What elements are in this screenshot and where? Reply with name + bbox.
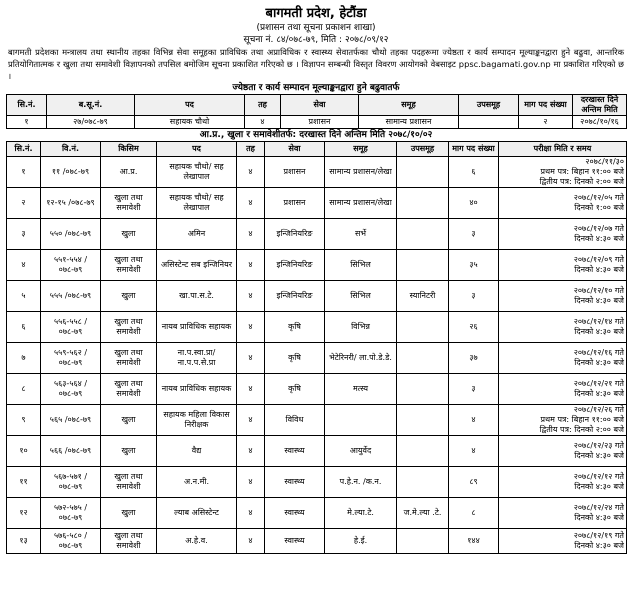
cell-service: स्वास्थ्य bbox=[265, 498, 325, 529]
cell-subgroup bbox=[397, 405, 449, 436]
table-cell: सामान्य प्रशासन bbox=[359, 116, 459, 129]
exam-line: प्रथम पत्र: बिहान ११:०० बजे bbox=[540, 167, 624, 176]
cell-type: खुला तथा समावेशी bbox=[101, 250, 157, 281]
cell-post: ल्याब असिस्टेन्ट bbox=[157, 498, 237, 529]
cell-count: ४ bbox=[449, 405, 499, 436]
cell-type: खुला तथा समावेशी bbox=[101, 343, 157, 374]
cell-post: नायब प्राविधिक सहायक bbox=[157, 374, 237, 405]
table-row bbox=[7, 312, 627, 343]
column-header: किसिम bbox=[101, 142, 157, 157]
cell-group: मे.ल्या.टे. bbox=[325, 498, 397, 529]
cell-count: ३५ bbox=[449, 250, 499, 281]
column-header: उपसमूह bbox=[459, 95, 519, 116]
cell-group: हे.ई. bbox=[325, 529, 397, 554]
cell-group: भेटेरिनरी/ ला.पो.डे.डे. bbox=[325, 343, 397, 374]
cell-subgroup bbox=[397, 312, 449, 343]
cell-count: ६ bbox=[449, 157, 499, 188]
table-row bbox=[7, 405, 627, 436]
cell-level: ४ bbox=[237, 529, 265, 554]
cell-subgroup: ज.मे.ल्या .टे. bbox=[397, 498, 449, 529]
cell-vn: ५७६-५८० /०७८-७९ bbox=[41, 529, 101, 554]
table-row bbox=[7, 498, 627, 529]
cell-vn: ५५१-५५४ /०७८-७९ bbox=[41, 250, 101, 281]
cell-vn: ५६६ /०७८-७९ bbox=[41, 436, 101, 467]
column-header: समूह bbox=[325, 142, 397, 157]
cell-service: स्वास्थ्य bbox=[265, 529, 325, 554]
cell-exam bbox=[499, 405, 627, 436]
cell-post: असिस्टेन्ट सब इन्जिनियर bbox=[157, 250, 237, 281]
cell-service: कृषि bbox=[265, 343, 325, 374]
cell-post: सहायक महिला विकास निरीक्षक bbox=[157, 405, 237, 436]
cell-post: ना.प.स्वा.प्रा/ ना.प.प.से.प्रा bbox=[157, 343, 237, 374]
exam-line: २०७८/१२/१४ गते bbox=[573, 317, 624, 326]
exam-line: दिनको ४:३० बजे bbox=[574, 389, 624, 398]
cell-subgroup bbox=[397, 467, 449, 498]
table-cell: ४ bbox=[245, 116, 281, 129]
cell-group: सिभिल bbox=[325, 281, 397, 312]
cell-subgroup bbox=[397, 436, 449, 467]
cell-service: स्वास्थ्य bbox=[265, 436, 325, 467]
column-header: पद bbox=[135, 95, 245, 116]
cell-post: वैद्य bbox=[157, 436, 237, 467]
cell-service: इन्जिनियरिङ bbox=[265, 250, 325, 281]
column-header: समूह bbox=[359, 95, 459, 116]
column-header: उपसमूह bbox=[397, 142, 449, 157]
cell-count: ३ bbox=[449, 374, 499, 405]
exam-line: २०७८/१२/०५ गते bbox=[573, 193, 624, 202]
cell-post: अमिन bbox=[157, 219, 237, 250]
table-cell: २७/०७८-७९ bbox=[47, 116, 135, 129]
cell-type: खुला bbox=[101, 405, 157, 436]
table-cell: प्रशासन bbox=[281, 116, 359, 129]
column-header: पद bbox=[157, 142, 237, 157]
column-header: सेवा bbox=[265, 142, 325, 157]
exam-line: दिनको ४:३० बजे bbox=[574, 482, 624, 491]
cell-vn: ५७२-५७५ /०७८-७९ bbox=[41, 498, 101, 529]
cell-sn: ७ bbox=[7, 343, 41, 374]
cell-group: विभिन्न bbox=[325, 312, 397, 343]
column-header: तह bbox=[237, 142, 265, 157]
cell-exam bbox=[499, 219, 627, 250]
cell-exam bbox=[499, 498, 627, 529]
cell-count: ३ bbox=[449, 219, 499, 250]
cell-level: ४ bbox=[237, 498, 265, 529]
cell-group: प.हे.न. /क.न. bbox=[325, 467, 397, 498]
cell-subgroup: स्यानिटरी bbox=[397, 281, 449, 312]
cell-exam bbox=[499, 374, 627, 405]
table-row bbox=[7, 188, 627, 219]
cell-vn: ५६५ /०७८-७९ bbox=[41, 405, 101, 436]
cell-type: खुला तथा समावेशी bbox=[101, 374, 157, 405]
cell-sn: ५ bbox=[7, 281, 41, 312]
cell-level: ४ bbox=[237, 343, 265, 374]
cell-level: ४ bbox=[237, 467, 265, 498]
cell-vn: १२-१५ /०७८-७९ bbox=[41, 188, 101, 219]
exam-line: दिनको ४:३० बजे bbox=[574, 234, 624, 243]
cell-group bbox=[325, 405, 397, 436]
cell-exam bbox=[499, 250, 627, 281]
cell-post: नायब प्राविधिक सहायक bbox=[157, 312, 237, 343]
exam-line: दिनको ४:३० बजे bbox=[574, 358, 624, 367]
cell-exam bbox=[499, 312, 627, 343]
exam-line: २०७८/१२/२६ गते bbox=[573, 405, 624, 414]
cell-subgroup bbox=[397, 250, 449, 281]
cell-type: खुला तथा समावेशी bbox=[101, 529, 157, 554]
cell-group: सामान्य प्रशासन/लेखा bbox=[325, 188, 397, 219]
cell-vn: ५५६-५५८ /०७८-७९ bbox=[41, 312, 101, 343]
cell-group: सिभिल bbox=[325, 250, 397, 281]
exam-line: दिनको ४:३० बजे bbox=[574, 296, 624, 305]
cell-type: खुला bbox=[101, 436, 157, 467]
cell-service: इन्जिनियरिङ bbox=[265, 281, 325, 312]
open-competition-table bbox=[6, 141, 627, 554]
table-row bbox=[7, 157, 627, 188]
exam-line: प्रथम पत्र: बिहान ११:०० बजे bbox=[540, 415, 624, 424]
table-row bbox=[7, 343, 627, 374]
cell-exam bbox=[499, 157, 627, 188]
cell-type: खुला तथा समावेशी bbox=[101, 312, 157, 343]
section2-heading: आ.प्र., खुला र समावेशीतर्फ: दरखास्त दिने अन्तिम मिति २०७८/१०/०२ bbox=[199, 130, 433, 140]
cell-sn: ३ bbox=[7, 219, 41, 250]
cell-subgroup bbox=[397, 374, 449, 405]
cell-sn: १३ bbox=[7, 529, 41, 554]
cell-type: खुला bbox=[101, 498, 157, 529]
cell-type: खुला bbox=[101, 281, 157, 312]
cell-count: ४ bbox=[449, 436, 499, 467]
cell-post: अ.हे.व. bbox=[157, 529, 237, 554]
cell-exam bbox=[499, 436, 627, 467]
exam-line: दिनको ४:३० बजे bbox=[574, 265, 624, 274]
table-row bbox=[7, 219, 627, 250]
cell-level: ४ bbox=[237, 188, 265, 219]
column-header: ब.सू.नं. bbox=[47, 95, 135, 116]
cell-subgroup bbox=[397, 529, 449, 554]
column-header: तह bbox=[245, 95, 281, 116]
cell-count: १४४ bbox=[449, 529, 499, 554]
table-cell: १ bbox=[7, 116, 47, 129]
table-row bbox=[7, 250, 627, 281]
column-header: माग पद संख्या bbox=[519, 95, 573, 116]
cell-vn: ५५५ /०७८-७९ bbox=[41, 281, 101, 312]
cell-service: कृषि bbox=[265, 374, 325, 405]
cell-sn: १० bbox=[7, 436, 41, 467]
cell-count: ८९ bbox=[449, 467, 499, 498]
cell-post: खा.पा.स.टे. bbox=[157, 281, 237, 312]
exam-line: २०७८/१२/२४ गते bbox=[573, 503, 624, 512]
cell-service: विविध bbox=[265, 405, 325, 436]
exam-line: दिनको ४:३० बजे bbox=[574, 513, 624, 522]
cell-count: ८ bbox=[449, 498, 499, 529]
column-header: सि.नं. bbox=[7, 95, 47, 116]
cell-type: खुला bbox=[101, 219, 157, 250]
cell-exam bbox=[499, 281, 627, 312]
cell-vn: ११ /०७८-७९ bbox=[41, 157, 101, 188]
exam-line: २०७८/१२/१९ गते bbox=[573, 531, 624, 540]
section1-heading: ज्येष्ठता र कार्य सम्पादन मूल्याङ्कनद्वारा हुने बढुवातर्फ bbox=[232, 83, 400, 93]
cell-vn: ५५९-५६२ /०७८-७९ bbox=[41, 343, 101, 374]
table-row bbox=[7, 467, 627, 498]
cell-exam bbox=[499, 188, 627, 219]
cell-count: २६ bbox=[449, 312, 499, 343]
cell-type: आ.प्र. bbox=[101, 157, 157, 188]
column-header: सि.नं. bbox=[7, 142, 41, 157]
cell-type: खुला तथा समावेशी bbox=[101, 467, 157, 498]
cell-subgroup bbox=[397, 157, 449, 188]
cell-service: प्रशासन bbox=[265, 188, 325, 219]
table-cell: सहायक चौथो bbox=[135, 116, 245, 129]
cell-count: ४० bbox=[449, 188, 499, 219]
table-cell bbox=[459, 116, 519, 129]
column-header: वि.नं. bbox=[41, 142, 101, 157]
cell-vn: ५६३-५६४ /०७८-७९ bbox=[41, 374, 101, 405]
cell-subgroup bbox=[397, 343, 449, 374]
column-header: दरखास्त दिने अन्तिम मिति bbox=[573, 95, 627, 116]
cell-subgroup bbox=[397, 219, 449, 250]
cell-level: ४ bbox=[237, 281, 265, 312]
cell-sn: ४ bbox=[7, 250, 41, 281]
cell-level: ४ bbox=[237, 436, 265, 467]
cell-group: आयुर्वेद bbox=[325, 436, 397, 467]
cell-sn: १ bbox=[7, 157, 41, 188]
cell-group: सामान्य प्रशासन/लेखा bbox=[325, 157, 397, 188]
page-title: बागमती प्रदेश, हेटौंडा bbox=[265, 6, 367, 21]
cell-service: प्रशासन bbox=[265, 157, 325, 188]
cell-level: ४ bbox=[237, 312, 265, 343]
cell-level: ४ bbox=[237, 219, 265, 250]
table-cell: २ bbox=[519, 116, 573, 129]
cell-exam bbox=[499, 467, 627, 498]
cell-vn: ५५० /०७८-७९ bbox=[41, 219, 101, 250]
intro-paragraph: बागमती प्रदेशका मन्त्रालय तथा स्थानीय तहका विभिन्न सेवा समूहका प्राविधिक तथा अप्राविधिक र स्वास्थ्य सेवातर्फका चौथो तहका पदहरूमा ज्येष्ठता र कार्य सम्पादन मूल्याङ्कनद्वारा हुने बढुवा, आन्तरिक प्रतियोगितात्मक र खुला तथा समावेशी विज्ञापनको तपसिल बमोजिम सूचना प्रकाशित गरिएको छ । विज्ञापन सम्बन्धी विस्तृत विवरण आयोगको वेबसाइट ppsc.bagamati.gov.np मा प्रकाशित गरिएको छ । bbox=[8, 47, 624, 81]
cell-sn: १२ bbox=[7, 498, 41, 529]
exam-line: २०७८/१२/१२ गते bbox=[573, 472, 624, 481]
exam-line: दिनको १:०० बजे bbox=[574, 203, 624, 212]
exam-line: २०७८/१२/०७ गते bbox=[573, 224, 624, 233]
exam-line: द्वितीय पत्र: दिनको २:०० बजे bbox=[539, 425, 624, 434]
cell-group: सर्भे bbox=[325, 219, 397, 250]
cell-level: ४ bbox=[237, 250, 265, 281]
cell-exam bbox=[499, 529, 627, 554]
cell-sn: ११ bbox=[7, 467, 41, 498]
cell-level: ४ bbox=[237, 374, 265, 405]
promotion-table bbox=[6, 94, 627, 129]
cell-count: ३७ bbox=[449, 343, 499, 374]
cell-exam bbox=[499, 343, 627, 374]
cell-sn: ८ bbox=[7, 374, 41, 405]
column-header: सेवा bbox=[281, 95, 359, 116]
cell-post: सहायक चौथो/ सह लेखापाल bbox=[157, 188, 237, 219]
cell-service: इन्जिनियरिङ bbox=[265, 219, 325, 250]
table-row bbox=[7, 281, 627, 312]
cell-post: सहायक चौथो/ सह लेखापाल bbox=[157, 157, 237, 188]
exam-line: २०७८/१२/१० गते bbox=[573, 286, 624, 295]
cell-type: खुला तथा समावेशी bbox=[101, 188, 157, 219]
cell-service: स्वास्थ्य bbox=[265, 467, 325, 498]
exam-line: २०७८/१२/०९ गते bbox=[573, 255, 624, 264]
cell-group: मत्स्य bbox=[325, 374, 397, 405]
cell-sn: ६ bbox=[7, 312, 41, 343]
cell-subgroup bbox=[397, 188, 449, 219]
exam-line: दिनको ४:३० बजे bbox=[574, 541, 624, 550]
table-row bbox=[7, 436, 627, 467]
column-header: परीक्षा मिति र समय bbox=[499, 142, 627, 157]
exam-line: २०७८/१२/१६ गते bbox=[573, 348, 624, 357]
exam-line: २०७८/१२/२३ गते bbox=[573, 441, 624, 450]
cell-post: अ.न.मी. bbox=[157, 467, 237, 498]
table-row bbox=[7, 374, 627, 405]
cell-sn: २ bbox=[7, 188, 41, 219]
cell-count: ३ bbox=[449, 281, 499, 312]
cell-vn: ५६७-५७१ /०७८-७९ bbox=[41, 467, 101, 498]
table-cell: २०७८/१०/१६ bbox=[573, 116, 627, 129]
exam-line: दिनको ४:३० बजे bbox=[574, 451, 624, 460]
page-subtitle: (प्रशासन तथा सूचना प्रकाशन शाखा) bbox=[256, 23, 376, 33]
cell-sn: ९ bbox=[7, 405, 41, 436]
exam-line: २०७८/११/३० bbox=[585, 157, 624, 166]
cell-level: ४ bbox=[237, 157, 265, 188]
exam-line: २०७८/१२/२१ गते bbox=[573, 379, 624, 388]
cell-level: ४ bbox=[237, 405, 265, 436]
column-header: माग पद संख्या bbox=[449, 142, 499, 157]
table-row bbox=[7, 529, 627, 554]
table-row bbox=[7, 116, 627, 129]
notice-number-date: सूचना नं. ८४/०७८-७९, मिति : २०७८/०९/१२ bbox=[243, 35, 389, 45]
exam-line: द्वितीय पत्र: दिनको २:०० बजे bbox=[539, 177, 624, 186]
exam-line: दिनको ४:३० बजे bbox=[574, 327, 624, 336]
cell-service: कृषि bbox=[265, 312, 325, 343]
